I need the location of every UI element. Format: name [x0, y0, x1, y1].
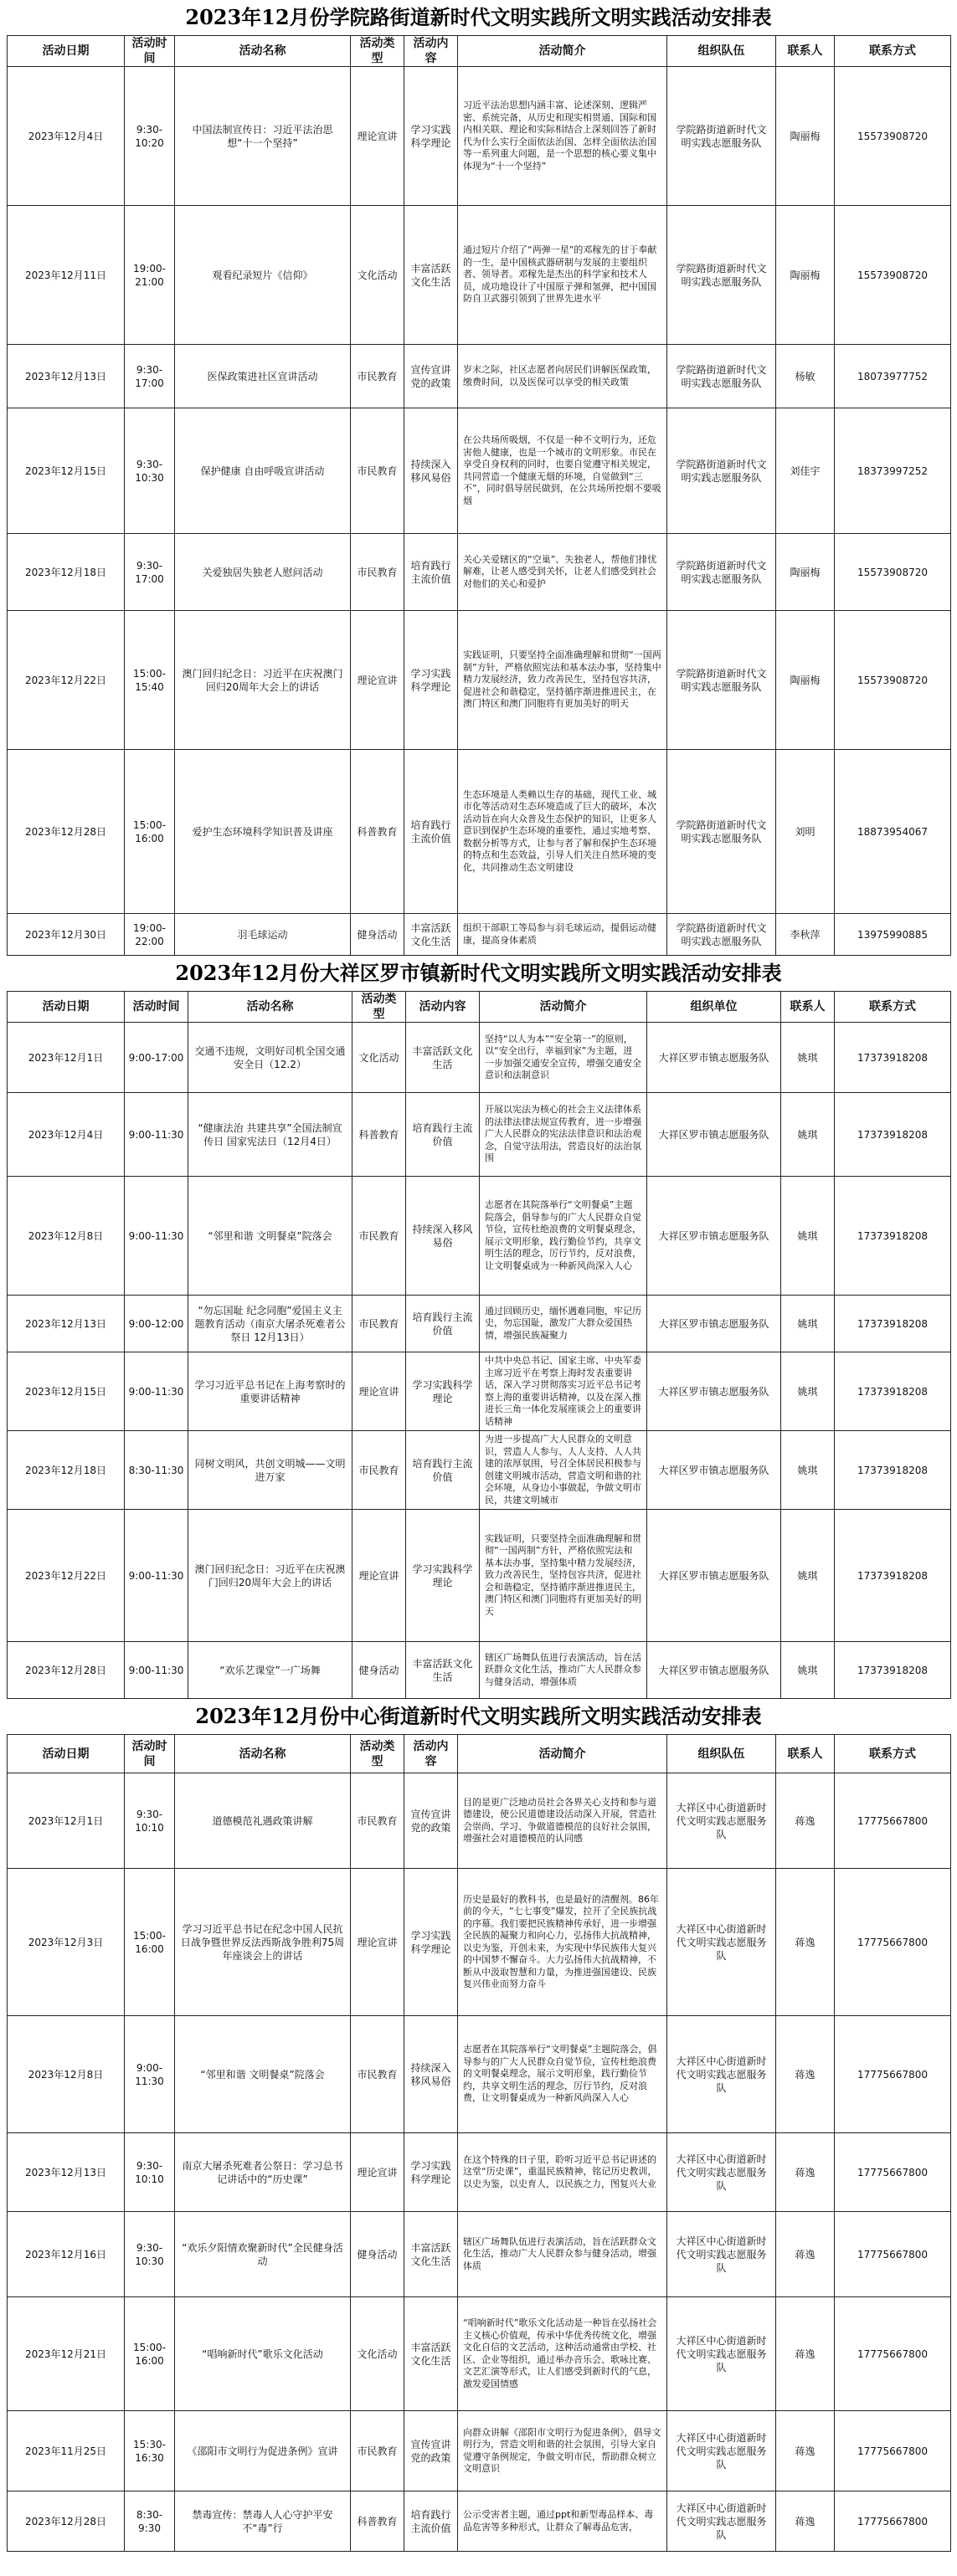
- cell-type: 理论宣讲: [352, 1352, 406, 1431]
- cell-contact: 姚琪: [781, 1177, 835, 1296]
- table-row: [8, 67, 951, 206]
- cell-content: 学习实践科学理论: [406, 1352, 480, 1431]
- cell-intro: 辖区广场舞队伍进行表演活动，旨在活跃群众文化生活，推动广大人民群众参与健身活动，增强体质: [458, 2212, 667, 2297]
- cell-contact: 蒋逸: [776, 2411, 835, 2491]
- cell-date: 2023年12月22日: [8, 1510, 125, 1642]
- cell-content: 培育践行主流价值: [404, 750, 458, 914]
- cell-time: 19:00-22:00: [125, 914, 175, 956]
- cell-intro: 组织干部职工等局参与羽毛球运动，提倡运动健康，提高身体素质: [458, 914, 667, 956]
- cell-content: 丰富活跃文化生活: [406, 1642, 480, 1699]
- cell-time: 9:30-17:00: [125, 345, 175, 408]
- cell-date: 2023年12月16日: [8, 2212, 125, 2297]
- cell-intro: 通过短片介绍了“两弹一星”的邓稼先的甘于奉献的一生，是中国核武器研制与发展的主要组织者、领导者。邓稼先是杰出的科学家和技术人员，成功地设计了中国原子弹和氢弹，把中国国防自卫武器引领到了世界先进水平: [458, 206, 667, 345]
- cell-time: 9:30-17:00: [125, 534, 175, 611]
- section-title-luoshi: 2023年12月份大祥区罗市镇新时代文明实践所文明实践活动安排表: [175, 961, 782, 985]
- cell-content: 丰富活跃文化生活: [406, 1023, 480, 1093]
- cell-name: “邻里和谐 文明餐桌”院落会: [175, 2016, 351, 2133]
- cell-date: 2023年11月25日: [8, 2411, 125, 2491]
- cell-team: 大祥区罗市镇志愿服务队: [647, 1510, 781, 1642]
- cell-name: 澳门回归纪念日：习近平在庆祝澳门回归20周年大会上的讲话: [188, 1510, 352, 1642]
- cell-contact: 姚琪: [781, 1296, 835, 1352]
- table-row: [8, 1431, 951, 1510]
- cell-name: 道德模范礼遇政策讲解: [175, 1773, 351, 1869]
- cell-type: 市民教育: [351, 2411, 404, 2491]
- cell-type: 科普教育: [351, 2491, 404, 2552]
- cell-content: 培育践行主流价值: [404, 2491, 458, 2552]
- cell-content: 持续深入移风易俗: [404, 408, 458, 534]
- header-date: 活动日期: [8, 1735, 125, 1773]
- cell-contact: 陶丽梅: [776, 534, 835, 611]
- cell-type: 健身活动: [351, 2212, 404, 2297]
- cell-date: 2023年12月13日: [8, 2133, 125, 2212]
- cell-content: 丰富活跃文化生活: [404, 2297, 458, 2411]
- cell-intro: 习近平法治思想内涵丰富、论述深刻、逻辑严密、系统完备，从历史和现实相贯通、国际和国内相关联、理论和实际相结合上深刻回答了新时代为什么实行全面依法治国、怎样全面依法治国等一系列重大问题，是一个思想的核心要义集中体现为“十一个坚持”: [458, 67, 667, 206]
- header-contact: 联系人: [776, 36, 835, 67]
- cell-type: 理论宣讲: [351, 67, 404, 206]
- cell-team: 学院路街道新时代文明实践志愿服务队: [667, 750, 776, 914]
- cell-content: 丰富活跃文化生活: [404, 2212, 458, 2297]
- cell-type: 理论宣讲: [351, 611, 404, 750]
- cell-time: 9:30-10:20: [125, 67, 175, 206]
- header-name: 活动名称: [175, 36, 351, 67]
- cell-name: 《邵阳市文明行为促进条例》宣讲: [175, 2411, 351, 2491]
- cell-type: 文化活动: [351, 2297, 404, 2411]
- header-time: 活动时间: [125, 1735, 175, 1773]
- header-date: 活动日期: [8, 992, 125, 1023]
- cell-phone: 17373918208: [835, 1296, 951, 1352]
- cell-type: 市民教育: [352, 1177, 406, 1296]
- table-header-row: [8, 36, 951, 67]
- cell-name: “欢乐夕阳情欢聚新时代”全民健身活动: [175, 2212, 351, 2297]
- cell-intro: 为进一步提高广大人民群众的文明意识，营造人人参与、人人支持、人人共建的浓厚氛围，号召全体居民积极参与创建文明城市活动，营造文明和谐的社会环境，从身边小事做起，争做文明市民，共建文明城市: [480, 1431, 647, 1510]
- cell-name: “唱响新时代”歌乐文化活动: [175, 2297, 351, 2411]
- table-row: [8, 1773, 951, 1869]
- cell-team: 大祥区中心街道新时代文明实践志愿服务队: [667, 2016, 776, 2133]
- cell-contact: 蒋逸: [776, 1773, 835, 1869]
- cell-name: 爱护生态环境科学知识普及讲座: [175, 750, 351, 914]
- cell-phone: 13975990885: [835, 914, 951, 956]
- cell-name: 关爱独居失独老人慰问活动: [175, 534, 351, 611]
- cell-intro: 向群众讲解《邵阳市文明行为促进条例》，倡导文明行为，营造文明和谐的社会氛围，引导大家自觉遵守条例规定，争做文明市民，帮助群众树立文明意识: [458, 2411, 667, 2491]
- cell-intro: 关心关爱辖区的“空巢”、失独老人，帮他们排忧解难，让老人感受到关怀，让老人们感受到社会对他们的关心和爱护: [458, 534, 667, 611]
- table-row: [8, 1023, 951, 1093]
- cell-content: 丰富活跃文化生活: [404, 914, 458, 956]
- cell-intro: 实践证明，只要坚持全面准确理解和贯彻“一国两制”方针，严格依照宪法和基本法办事，坚持集中精力发展经济，致力改善民生，坚持包容共济，促进社会和谐稳定，坚持循序渐进推进民主，在澳门特区和澳门同胞将有更加美好的明天: [458, 611, 667, 750]
- cell-time: 9:00-17:00: [125, 1023, 188, 1093]
- cell-team: 大祥区中心街道新时代文明实践志愿服务队: [667, 2297, 776, 2411]
- table-row: [8, 408, 951, 534]
- cell-contact: 姚琪: [781, 1510, 835, 1642]
- table-row: [8, 1296, 951, 1352]
- cell-phone: 17775667800: [835, 1773, 951, 1869]
- cell-phone: 18873954067: [835, 750, 951, 914]
- cell-contact: 刘佳宇: [776, 408, 835, 534]
- cell-team: 学院路街道新时代文明实践志愿服务队: [667, 206, 776, 345]
- cell-name: 同树文明风，共创文明城——文明进万家: [188, 1431, 352, 1510]
- cell-time: 15:00-16:00: [125, 750, 175, 914]
- cell-date: 2023年12月22日: [8, 611, 125, 750]
- cell-content: 持续深入移风易俗: [406, 1177, 480, 1296]
- cell-time: 15:00-15:40: [125, 611, 175, 750]
- cell-team: 大祥区罗市镇志愿服务队: [647, 1642, 781, 1699]
- cell-team: 大祥区罗市镇志愿服务队: [647, 1177, 781, 1296]
- header-time: 活动时间: [125, 36, 175, 67]
- cell-contact: 蒋逸: [776, 2212, 835, 2297]
- cell-team: 学院路街道新时代文明实践志愿服务队: [667, 534, 776, 611]
- cell-team: 学院路街道新时代文明实践志愿服务队: [667, 345, 776, 408]
- header-type: 活动类型: [351, 1735, 404, 1773]
- cell-time: 8:30-11:30: [125, 1431, 188, 1510]
- cell-intro: 辖区广场舞队伍进行表演活动，旨在活跃群众文化生活，推动广大人民群众参与健身活动，增强体质: [480, 1642, 647, 1699]
- table-row: [8, 2411, 951, 2491]
- cell-team: 大祥区中心街道新时代文明实践志愿服务队: [667, 2212, 776, 2297]
- table-row: [8, 534, 951, 611]
- cell-team: 大祥区中心街道新时代文明实践志愿服务队: [667, 2411, 776, 2491]
- cell-name: 交通不违规，文明好司机全国交通安全日（12.2）: [188, 1023, 352, 1093]
- cell-contact: 陶丽梅: [776, 611, 835, 750]
- header-content: 活动内容: [404, 36, 458, 67]
- cell-date: 2023年12月3日: [8, 1869, 125, 2016]
- cell-team: 学院路街道新时代文明实践志愿服务队: [667, 914, 776, 956]
- cell-contact: 蒋逸: [776, 1869, 835, 2016]
- table-row: [8, 2016, 951, 2133]
- cell-contact: 蒋逸: [776, 2133, 835, 2212]
- cell-type: 市民教育: [352, 1431, 406, 1510]
- cell-date: 2023年12月1日: [8, 1023, 125, 1093]
- cell-contact: 陶丽梅: [776, 206, 835, 345]
- cell-team: 大祥区中心街道新时代文明实践志愿服务队: [667, 2133, 776, 2212]
- cell-intro: 通过回顾历史，缅怀遇难同胞，牢记历史，勿忘国耻，激发广大群众爱国热情，增强民族凝聚力: [480, 1296, 647, 1352]
- cell-contact: 陶丽梅: [776, 67, 835, 206]
- cell-name: 学习习近平总书记在纪念中国人民抗日战争暨世界反法西斯战争胜利75周年座谈会上的讲话: [175, 1869, 351, 2016]
- header-content: 活动内容: [404, 1735, 458, 1773]
- table-row: [8, 611, 951, 750]
- cell-intro: 目的是更广泛地动员社会各界关心支持和参与道德建设，使公民道德建设活动深入开展，营造社会崇尚、学习、争做道德模范的良好社会氛围，增强社会对道德模范的认同感: [458, 1773, 667, 1869]
- cell-time: 15:00-16:00: [125, 2297, 175, 2411]
- cell-phone: 17775667800: [835, 2212, 951, 2297]
- table-row: [8, 1177, 951, 1296]
- cell-time: 19:00-21:00: [125, 206, 175, 345]
- cell-type: 健身活动: [351, 914, 404, 956]
- cell-content: 学习实践科学理论: [404, 611, 458, 750]
- cell-name: 羽毛球运动: [175, 914, 351, 956]
- cell-type: 科普教育: [352, 1093, 406, 1177]
- cell-team: 学院路街道新时代文明实践志愿服务队: [667, 67, 776, 206]
- cell-team: 大祥区罗市镇志愿服务队: [647, 1352, 781, 1431]
- cell-intro: 中共中央总书记、国家主席、中央军委主席习近平在考察上海时发表重要讲话，深入学习贯彻落实习近平总书记考察上海的重要讲话精神，以及在深入推进长三角一体化发展座谈会上的重要讲话精神: [480, 1352, 647, 1431]
- cell-phone: 17373918208: [835, 1093, 951, 1177]
- cell-date: 2023年12月28日: [8, 2491, 125, 2552]
- cell-contact: 姚琪: [781, 1642, 835, 1699]
- cell-time: 9:00-11:30: [125, 1642, 188, 1699]
- cell-contact: 刘明: [776, 750, 835, 914]
- cell-intro: 岁末之际，社区志愿者向居民们讲解医保政策，缴费时间，以及医保可以享受的相关政策: [458, 345, 667, 408]
- cell-content: 宣传宣讲党的政策: [404, 1773, 458, 1869]
- cell-phone: 17373918208: [835, 1177, 951, 1296]
- table-row: [8, 1093, 951, 1177]
- cell-content: 宣传宣讲党的政策: [404, 2411, 458, 2491]
- header-team: 组织队伍: [667, 1735, 776, 1773]
- section-title-zhongxin: 2023年12月份中心街道新时代文明实践所文明实践活动安排表: [195, 1704, 762, 1728]
- cell-phone: 17373918208: [835, 1642, 951, 1699]
- cell-date: 2023年12月13日: [8, 1296, 125, 1352]
- cell-time: 9:30-10:10: [125, 2133, 175, 2212]
- cell-content: 学习实践科学理论: [404, 2133, 458, 2212]
- cell-date: 2023年12月15日: [8, 408, 125, 534]
- cell-intro: 在这个特殊的日子里，聆听习近平总书记讲述的这堂“历史课”，重温民族精神，铭记历史教训，以史为鉴，以史育人，以民族之力，图复兴大业: [458, 2133, 667, 2212]
- cell-phone: 17373918208: [835, 1510, 951, 1642]
- schedule-table-xueyuanlu: [7, 35, 951, 956]
- cell-phone: 15573908720: [835, 67, 951, 206]
- header-phone: 联系方式: [835, 1735, 951, 1773]
- cell-name: 医保政策进社区宣讲活动: [175, 345, 351, 408]
- cell-time: 9:00-11:30: [125, 1510, 188, 1642]
- cell-time: 9:00-11:30: [125, 1093, 188, 1177]
- table-row: [8, 2133, 951, 2212]
- header-content: 活动内容: [406, 992, 480, 1023]
- cell-phone: 18373997252: [835, 408, 951, 534]
- cell-name: 南京大屠杀死难者公祭日：学习总书记讲话中的“历史课”: [175, 2133, 351, 2212]
- header-contact: 联系人: [781, 992, 835, 1023]
- cell-type: 市民教育: [352, 1296, 406, 1352]
- section-title-xueyuanlu: 2023年12月份学院路街道新时代文明实践所文明实践活动安排表: [185, 5, 772, 29]
- cell-team: 大祥区罗市镇志愿服务队: [647, 1296, 781, 1352]
- cell-name: “欢乐艺课堂”一广场舞: [188, 1642, 352, 1699]
- table-row: [8, 750, 951, 914]
- table-row: [8, 345, 951, 408]
- cell-content: 培育践行主流价值: [406, 1431, 480, 1510]
- cell-type: 市民教育: [351, 1773, 404, 1869]
- cell-name: 澳门回归纪念日：习近平在庆祝澳门回归20周年大会上的讲话: [175, 611, 351, 750]
- cell-type: 市民教育: [351, 534, 404, 611]
- table-header-row: [8, 1735, 951, 1773]
- table-row: [8, 2212, 951, 2297]
- cell-intro: 在公共场所吸烟，不仅是一种不文明行为，还危害他人健康，也是一个城市的文明形象。市民在享受自身权利的同时，也要自觉遵守相关规定，共同营造一个健康无烟的环境，自觉做到“三不”，同时倡导居民做到，在公共场所控烟不要吸烟: [458, 408, 667, 534]
- cell-name: “邻里和谐 文明餐桌”院落会: [188, 1177, 352, 1296]
- table-row: [8, 1510, 951, 1642]
- header-name: 活动名称: [188, 992, 352, 1023]
- cell-type: 科普教育: [351, 750, 404, 914]
- cell-name: 学习习近平总书记在上海考察时的重要讲话精神: [188, 1352, 352, 1431]
- document-page: [7, 0, 950, 2552]
- cell-content: 持续深入移风易俗: [404, 2016, 458, 2133]
- cell-intro: 生态环境是人类赖以生存的基础，现代工业、城市化等活动对生态环境造成了巨大的破坏，本次活动旨在向大众普及生态保护的知识，让更多人意识到保护生态环境的重要性，通过实地考察、数据分析等方式，让参与者了解和保护生态环境的特点和生态效益，引导人们关注自然环境的变化，共同推动生态文明建设: [458, 750, 667, 914]
- schedule-table-zhongxin: [7, 1734, 951, 2552]
- cell-name: 中国法制宣传日：习近平法治思想“十一个坚持”: [175, 67, 351, 206]
- cell-team: 大祥区中心街道新时代文明实践志愿服务队: [667, 1773, 776, 1869]
- cell-phone: 18073977752: [835, 345, 951, 408]
- cell-contact: 姚琪: [781, 1431, 835, 1510]
- cell-time: 9:00-11:30: [125, 1177, 188, 1296]
- cell-phone: 17373918208: [835, 1352, 951, 1431]
- table-row: [8, 1352, 951, 1431]
- cell-phone: 17775667800: [835, 2016, 951, 2133]
- cell-name: “勿忘国耻 纪念同胞”爱国主义主题教育活动（南京大屠杀死难者公祭日 12月13日）: [188, 1296, 352, 1352]
- cell-phone: 17373918208: [835, 1023, 951, 1093]
- cell-intro: 开展以宪法为核心的社会主义法律体系的法律法律法规宣传教育，进一步增强广大人民群众的宪法法律意识和法治观念，自觉守法用法，营造良好的法治氛围: [480, 1093, 647, 1177]
- cell-team: 大祥区中心街道新时代文明实践志愿服务队: [667, 1869, 776, 2016]
- cell-content: 培育践行主流价值: [406, 1296, 480, 1352]
- cell-time: 15:00-16:00: [125, 1869, 175, 2016]
- cell-content: 学习实践科学理论: [406, 1510, 480, 1642]
- cell-content: 学习实践科学理论: [404, 67, 458, 206]
- cell-phone: 15573908720: [835, 206, 951, 345]
- cell-date: 2023年12月18日: [8, 534, 125, 611]
- cell-team: 大祥区中心街道新时代文明实践志愿服务队: [667, 2491, 776, 2552]
- cell-type: 市民教育: [351, 2016, 404, 2133]
- cell-type: 健身活动: [352, 1642, 406, 1699]
- cell-name: “健康法治 共建共享”全国法制宣传日 国家宪法日（12月4日）: [188, 1093, 352, 1177]
- header-team: 组织队伍: [667, 36, 776, 67]
- header-contact: 联系人: [776, 1735, 835, 1773]
- cell-phone: 17775667800: [835, 1869, 951, 2016]
- cell-type: 文化活动: [352, 1023, 406, 1093]
- cell-team: 大祥区罗市镇志愿服务队: [647, 1093, 781, 1177]
- table-row: [8, 2297, 951, 2411]
- cell-content: 学习实践科学理论: [404, 1869, 458, 2016]
- cell-type: 理论宣讲: [351, 1869, 404, 2016]
- cell-date: 2023年12月28日: [8, 1642, 125, 1699]
- table-row: [8, 1642, 951, 1699]
- cell-intro: 实践证明，只要坚持全面准确理解和贯彻“一国两制”方针，严格依照宪法和基本法办事，坚持集中精力发展经济，致力改善民生，坚持包容共济，促进社会和谐稳定，坚持循序渐进推进民主，澳门特区和澳门同胞将有更加美好的明天: [480, 1510, 647, 1642]
- cell-team: 大祥区罗市镇志愿服务队: [647, 1431, 781, 1510]
- cell-intro: 历史是最好的教科书，也是最好的清醒剂。86年前的今天，“七七事变”爆发，拉开了全民族抗战的序幕。我们要把民族精神传承好，进一步增强全民族的凝聚力和向心力，弘扬伟大抗战精神，以史为鉴，开创未来，为实现中华民族伟大复兴的中国梦不懈奋斗。大力弘扬伟大抗战精神，不断从中汲取智慧和力量，为推进强国建设、民族复兴伟业而努力奋斗: [458, 1869, 667, 2016]
- cell-date: 2023年12月15日: [8, 1352, 125, 1431]
- cell-contact: 姚琪: [781, 1352, 835, 1431]
- cell-phone: 17775667800: [835, 2133, 951, 2212]
- cell-intro: 公示受害者主题，通过ppt和新型毒品样本、毒品危害等多种形式，让群众了解毒品危害，: [458, 2491, 667, 2552]
- cell-phone: 17775667800: [835, 2491, 951, 2552]
- cell-contact: 杨敏: [776, 345, 835, 408]
- cell-type: 市民教育: [351, 408, 404, 534]
- header-type: 活动类型: [351, 36, 404, 67]
- cell-date: 2023年12月18日: [8, 1431, 125, 1510]
- cell-date: 2023年12月8日: [8, 2016, 125, 2133]
- cell-content: 培育践行主流价值: [406, 1093, 480, 1177]
- cell-phone: 15573908720: [835, 534, 951, 611]
- header-time: 活动时间: [125, 992, 188, 1023]
- cell-intro: 志愿者在其院落举行“文明餐桌”主题院落会，倡导参与的广大人民群众自觉节俭，宣传杜绝浪费的文明餐桌理念，展示文明形象，践行勤俭节约，共享文明生活的理念，厉行节约，反对浪费，让文明餐桌成为一种新风尚深入人心: [480, 1177, 647, 1296]
- cell-date: 2023年12月28日: [8, 750, 125, 914]
- cell-time: 9:00-12:00: [125, 1296, 188, 1352]
- cell-name: 禁毒宣传：禁毒人人心守护平安不“毒”行: [175, 2491, 351, 2552]
- table-row: [8, 206, 951, 345]
- cell-time: 9:30-10:30: [125, 2212, 175, 2297]
- cell-date: 2023年12月30日: [8, 914, 125, 956]
- table-row: [8, 2491, 951, 2552]
- cell-team: 学院路街道新时代文明实践志愿服务队: [667, 408, 776, 534]
- cell-intro: 志愿者在其院落举行“文明餐桌”主题院落会，倡导参与的广大人民群众自觉节俭，宣传杜绝浪费的文明餐桌理念，展示文明形象，践行勤俭节约，共享文明生活的理念，厉行节约，反对浪费，让文明餐桌成为一种新风尚深入人心: [458, 2016, 667, 2133]
- cell-date: 2023年12月21日: [8, 2297, 125, 2411]
- cell-contact: 李秋萍: [776, 914, 835, 956]
- cell-time: 9:30-10:10: [125, 1773, 175, 1869]
- cell-team: 学院路街道新时代文明实践志愿服务队: [667, 611, 776, 750]
- cell-date: 2023年12月4日: [8, 67, 125, 206]
- table-row: [8, 914, 951, 956]
- header-intro: 活动简介: [480, 992, 647, 1023]
- cell-contact: 姚琪: [781, 1093, 835, 1177]
- cell-contact: 姚琪: [781, 1023, 835, 1093]
- cell-content: 丰富活跃文化生活: [404, 206, 458, 345]
- cell-content: 培育践行主流价值: [404, 534, 458, 611]
- header-intro: 活动简介: [458, 36, 667, 67]
- cell-date: 2023年12月13日: [8, 345, 125, 408]
- cell-date: 2023年12月1日: [8, 1773, 125, 1869]
- cell-date: 2023年12月11日: [8, 206, 125, 345]
- cell-name: 保护健康 自由呼吸宣讲活动: [175, 408, 351, 534]
- cell-time: 15:30-16:30: [125, 2411, 175, 2491]
- cell-content: 宣传宣讲党的政策: [404, 345, 458, 408]
- cell-time: 9:30-10:30: [125, 408, 175, 534]
- table-row: [8, 1869, 951, 2016]
- header-phone: 联系方式: [835, 36, 951, 67]
- cell-type: 理论宣讲: [351, 2133, 404, 2212]
- header-type: 活动类型: [352, 992, 406, 1023]
- cell-time: 8:30-9:30: [125, 2491, 175, 2552]
- cell-team: 大祥区罗市镇志愿服务队: [647, 1023, 781, 1093]
- cell-name: 观看纪录短片《信仰》: [175, 206, 351, 345]
- cell-time: 9:00-11:30: [125, 1352, 188, 1431]
- cell-date: 2023年12月8日: [8, 1177, 125, 1296]
- cell-phone: 17775667800: [835, 2411, 951, 2491]
- schedule-table-luoshi: [7, 991, 951, 1699]
- header-intro: 活动简介: [458, 1735, 667, 1773]
- cell-date: 2023年12月4日: [8, 1093, 125, 1177]
- cell-phone: 15573908720: [835, 611, 951, 750]
- header-name: 活动名称: [175, 1735, 351, 1773]
- cell-type: 市民教育: [351, 345, 404, 408]
- cell-contact: 蒋逸: [776, 2016, 835, 2133]
- cell-type: 理论宣讲: [352, 1510, 406, 1642]
- cell-intro: 坚持“以人为本”“安全第一”的原则，以“安全出行，幸福到家”为主题，进一步加强交通安全宣传，增强交通安全意识和法制意识: [480, 1023, 647, 1093]
- cell-intro: “唱响新时代”歌乐文化活动是一种旨在弘扬社会主义核心价值观，传承中华优秀传统文化，增强文化自信的文艺活动，这种活动通常由学校、社区、企业等组织，通过举办音乐会、歌咏比赛、文艺汇演等形式，让人们感受到新时代的气息，激发爱国情感: [458, 2297, 667, 2411]
- cell-phone: 17775667800: [835, 2297, 951, 2411]
- cell-time: 9:00-11:30: [125, 2016, 175, 2133]
- header-phone: 联系方式: [835, 992, 951, 1023]
- table-header-row: [8, 992, 951, 1023]
- cell-type: 文化活动: [351, 206, 404, 345]
- cell-contact: 蒋逸: [776, 2297, 835, 2411]
- header-date: 活动日期: [8, 36, 125, 67]
- cell-phone: 17373918208: [835, 1431, 951, 1510]
- header-team: 组织单位: [647, 992, 781, 1023]
- cell-contact: 蒋逸: [776, 2491, 835, 2552]
